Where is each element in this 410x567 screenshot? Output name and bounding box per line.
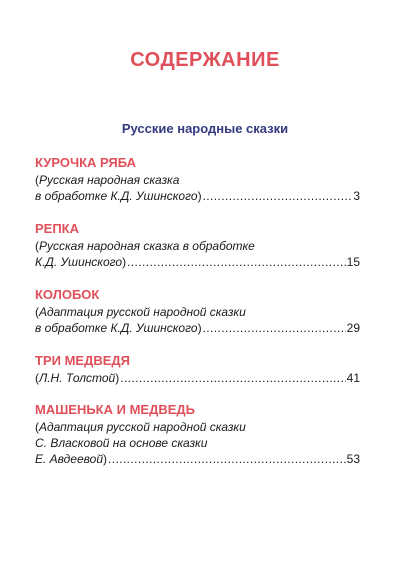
section-title: Русские народные сказки [121, 121, 289, 136]
dot-leader [127, 254, 346, 270]
page-number: 41 [346, 371, 360, 385]
entry-subtitle-end: в обработке К.Д. Ушинского) [35, 189, 202, 203]
entry-subtitle [35, 419, 360, 435]
page-number: 3 [353, 189, 360, 203]
entry-page-line [35, 451, 360, 467]
entry-subtitle-text: С. Власковой на основе сказки [35, 436, 208, 450]
entry-subtitle [35, 304, 360, 320]
dot-leader [108, 451, 346, 467]
entry-subtitle-end: Е. Авдеевой) [35, 452, 108, 466]
entry-subtitle-text: (Русская народная сказка [35, 173, 180, 187]
entry-subtitle [35, 172, 360, 188]
dot-leader [203, 320, 346, 336]
dot-leader [120, 370, 345, 386]
toc-entry-tri-medvedya[interactable] [35, 353, 360, 386]
toc-entry-kolobok[interactable] [35, 287, 360, 336]
page-number: 53 [346, 452, 360, 466]
entry-page-line [35, 370, 360, 386]
entry-subtitle [35, 238, 360, 254]
entry-title: РЕПКА [35, 221, 80, 236]
toc-entry-mashenka-i-medved[interactable] [35, 402, 360, 467]
entry-subtitle-end: в обработке К.Д. Ушинского) [35, 321, 202, 335]
entry-page-line [35, 254, 360, 270]
entry-subtitle-end: (Л.Н. Толстой) [35, 371, 120, 385]
page-number: 29 [346, 321, 360, 335]
entry-page-line [35, 188, 360, 204]
toc-entry-kurochka-ryaba[interactable] [35, 155, 360, 204]
entry-title: КУРОЧКА РЯБА [35, 155, 136, 170]
page-number: 15 [346, 255, 360, 269]
entry-title: МАШЕНЬКА И МЕДВЕДЬ [35, 402, 195, 417]
dot-leader [203, 188, 353, 204]
entry-title: ТРИ МЕДВЕДЯ [35, 353, 130, 368]
entry-page-line [35, 320, 360, 336]
entry-subtitle-text: (Адаптация русской народной сказки [35, 420, 246, 434]
toc-entry-repka[interactable] [35, 221, 360, 270]
entry-subtitle [35, 435, 360, 451]
entry-title: КОЛОБОК [35, 287, 100, 302]
entry-subtitle-text: (Адаптация русской народной сказки [35, 305, 246, 319]
entry-subtitle-text: (Русская народная сказка в обработке [35, 239, 255, 253]
page-title: СОДЕРЖАНИЕ [130, 49, 280, 71]
entry-subtitle-end: К.Д. Ушинского) [35, 255, 127, 269]
